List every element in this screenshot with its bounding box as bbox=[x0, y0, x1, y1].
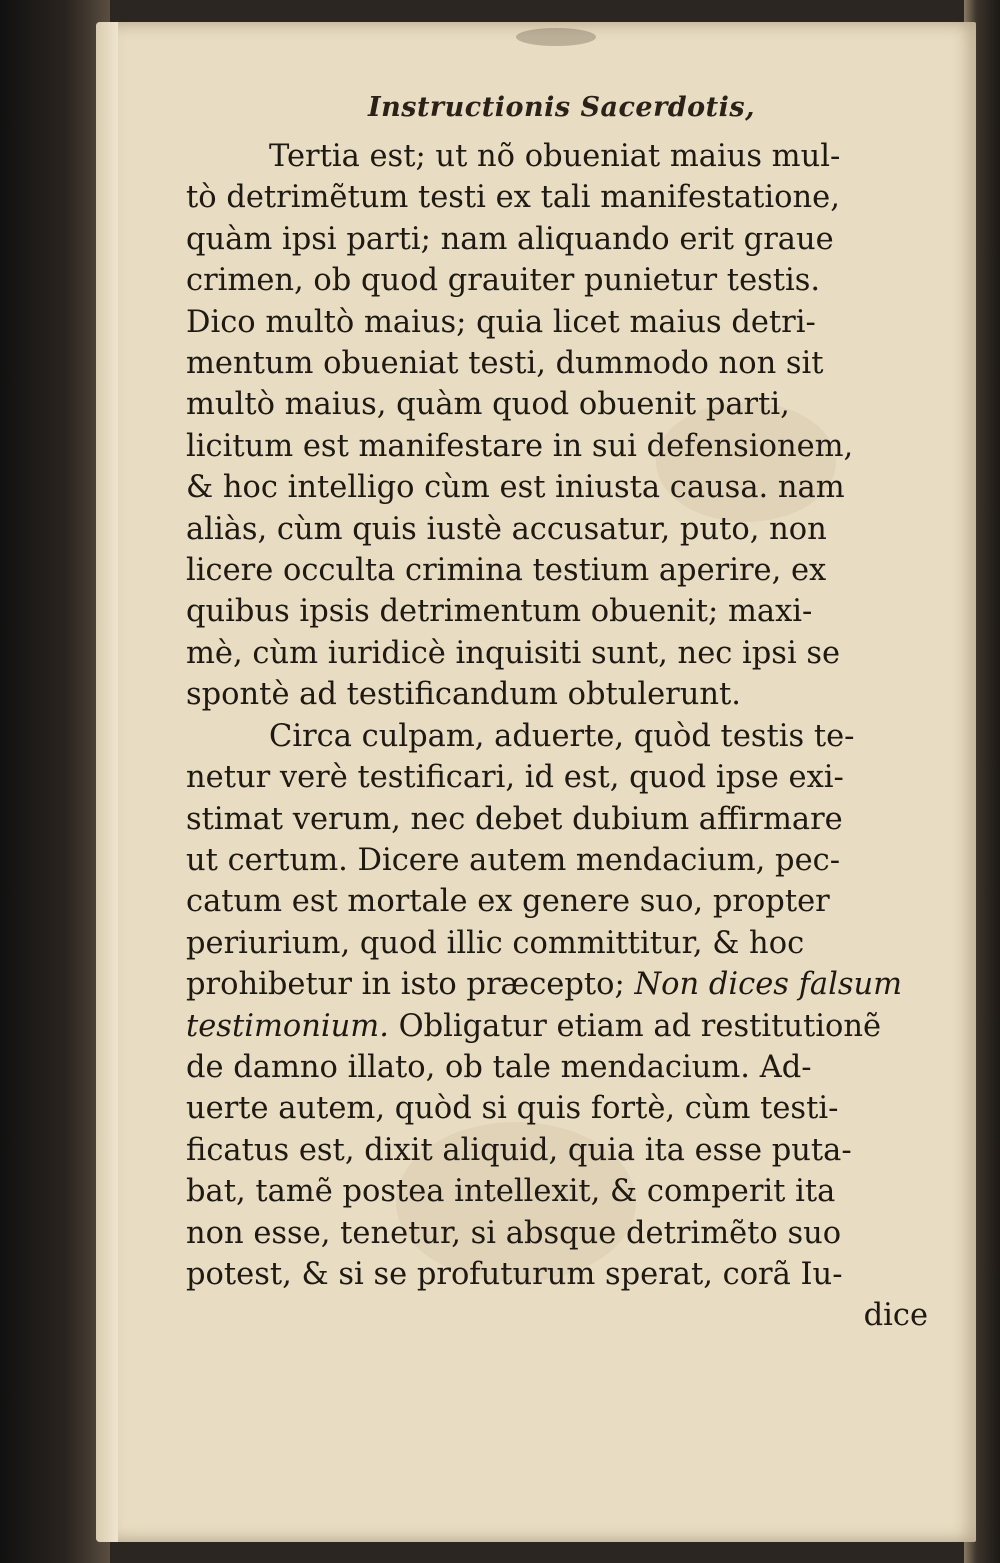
text-line bbox=[186, 964, 956, 1005]
catchword: dice bbox=[863, 1298, 928, 1334]
book-spine-shadow bbox=[0, 0, 110, 1563]
ink-smudge bbox=[516, 28, 596, 46]
text-line: Circa culpam, aduerte, quòd testis te- bbox=[269, 718, 855, 754]
text-line: uerte autem, quòd si quis fortè, cùm testi- bbox=[186, 1091, 839, 1127]
text-line: ut certum. Dicere autem mendacium, pec- bbox=[186, 842, 841, 878]
text-line: aliàs, cùm quis iustè accusatur, puto, non bbox=[186, 511, 827, 547]
text-line: Dico multò maius; quia licet maius detri- bbox=[186, 304, 816, 340]
text-line: mentum obueniat testi, dummodo non sit bbox=[186, 346, 824, 382]
italic-quotation: testimonium. bbox=[186, 1008, 389, 1044]
text-line: licitum est manifestare in sui defensionem, bbox=[186, 428, 854, 464]
text-line: stimat verum, nec debet dubium affirmare bbox=[186, 801, 843, 837]
text-line: periurium, quod illic committitur, & hoc bbox=[186, 925, 805, 961]
text-line: ficatus est, dixit aliquid, quia ita esse puta- bbox=[186, 1132, 852, 1168]
text-line: licere occulta crimina testium aperire, ex bbox=[186, 553, 827, 589]
text-line: netur verè testificari, id est, quod ipse exi- bbox=[186, 760, 844, 796]
text-line: bat, tamẽ postea intellexit, & comperit ita bbox=[186, 1174, 836, 1210]
text-line: crimen, ob quod grauiter punietur testis. bbox=[186, 263, 821, 299]
running-head: Instructionis Sacerdotis, bbox=[368, 92, 756, 123]
text-line: non esse, tenetur, si absque detrimẽto suo bbox=[186, 1215, 842, 1251]
text-line: & hoc intelligo cùm est iniusta causa. nam bbox=[186, 470, 845, 506]
text-segment: prohibetur in isto præcepto; bbox=[186, 967, 625, 1003]
text-line bbox=[186, 1006, 956, 1047]
text-line: multò maius, quàm quod obuenit parti, bbox=[186, 387, 790, 423]
text-line: catum est mortale ex genere suo, propter bbox=[186, 884, 830, 920]
italic-quotation: Non dices falsum bbox=[634, 967, 903, 1003]
text-line: quàm ipsi parti; nam aliquando erit graue bbox=[186, 221, 834, 257]
text-line: Tertia est; ut nõ obueniat maius mul- bbox=[269, 139, 841, 174]
body-text bbox=[186, 136, 956, 1337]
text-line: potest, & si se profuturum sperat, corã Iu- bbox=[186, 1256, 843, 1292]
text-line: de damno illato, ob tale mendacium. Ad- bbox=[186, 1049, 812, 1085]
text-line: tò detrimẽtum testi ex tali manifestatione, bbox=[186, 180, 840, 216]
text-line: quibus ipsis detrimentum obuenit; maxi- bbox=[186, 594, 813, 630]
text-line: spontè ad testificandum obtulerunt. bbox=[186, 677, 742, 713]
text-line: mè, cùm iuridicè inquisiti sunt, nec ipsi se bbox=[186, 635, 841, 671]
text-segment: Obligatur etiam ad restitutionẽ bbox=[398, 1008, 882, 1044]
